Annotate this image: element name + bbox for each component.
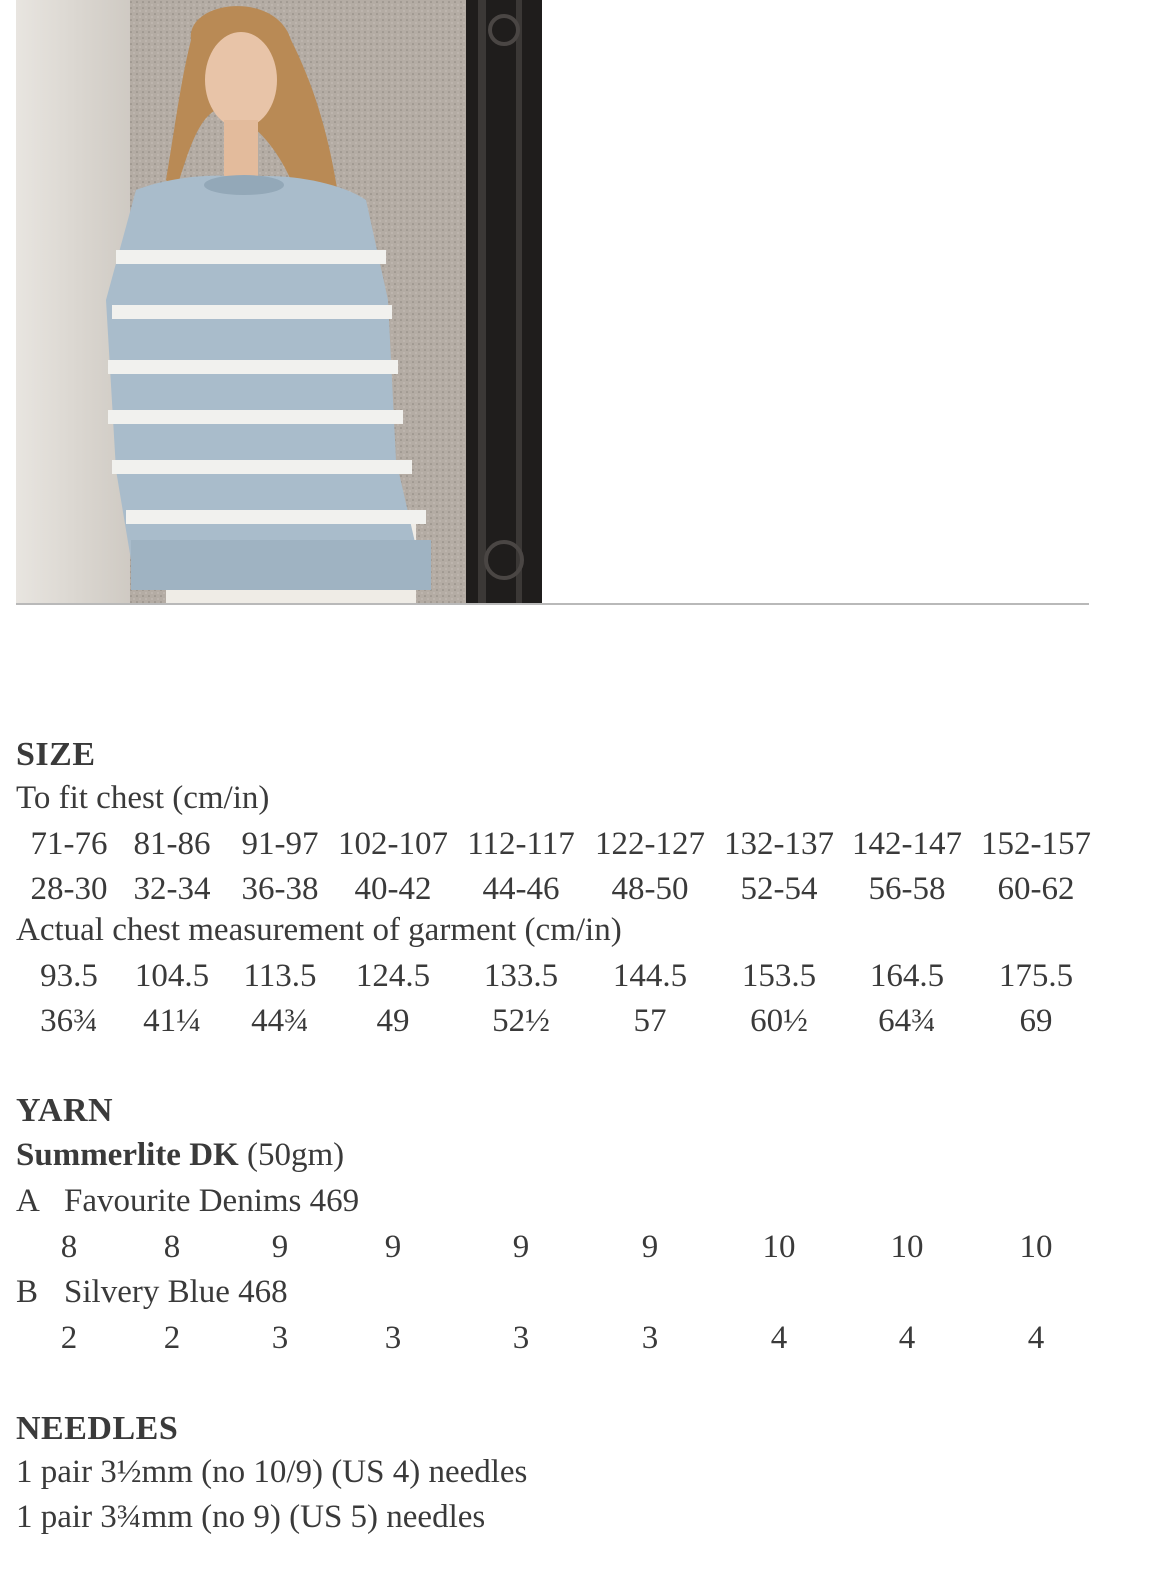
yarn-a-counts-row xyxy=(0,1229,1158,1269)
size-heading: SIZE xyxy=(16,736,96,773)
size-cell: 60½ xyxy=(750,1003,808,1039)
fit-chest-cm-row xyxy=(0,826,1158,866)
size-cell: 112-117 xyxy=(467,826,575,862)
size-cell: 71-76 xyxy=(30,826,108,862)
size-cell: 91-97 xyxy=(241,826,319,862)
size-cell: 113.5 xyxy=(243,958,317,994)
yarn-b-line xyxy=(16,1274,288,1311)
yarn-count-cell: 4 xyxy=(1027,1320,1045,1356)
size-cell: 49 xyxy=(376,1003,410,1039)
needles-line-1: 1 pair 3½mm (no 10/9) (US 4) needles xyxy=(16,1454,528,1490)
yarn-count-cell: 8 xyxy=(163,1229,181,1265)
model-photo xyxy=(16,0,542,604)
yarn-name: Summerlite DK xyxy=(16,1137,239,1173)
size-cell: 142-147 xyxy=(852,826,962,862)
yarn-count-cell: 10 xyxy=(890,1229,924,1265)
yarn-count-cell: 4 xyxy=(898,1320,916,1356)
needles-line-2: 1 pair 3¾mm (no 9) (US 5) needles xyxy=(16,1499,486,1535)
yarn-count-cell: 3 xyxy=(384,1320,402,1356)
size-cell: 69 xyxy=(1019,1003,1053,1039)
actual-chest-in-row xyxy=(0,1003,1158,1043)
size-cell: 164.5 xyxy=(869,958,945,994)
yarn-a-line xyxy=(16,1183,359,1220)
size-cell: 40-42 xyxy=(354,871,432,907)
yarn-count-cell: 10 xyxy=(762,1229,796,1265)
size-cell: 64¾ xyxy=(878,1003,936,1039)
yarn-b-shade: Silvery Blue 468 xyxy=(64,1274,288,1310)
size-cell: 81-86 xyxy=(133,826,211,862)
size-cell: 57 xyxy=(633,1003,667,1039)
yarn-b-counts-row xyxy=(0,1320,1158,1360)
size-cell: 124.5 xyxy=(355,958,431,994)
yarn-count-cell: 10 xyxy=(1019,1229,1053,1265)
model-photo-illustration xyxy=(16,0,542,604)
yarn-count-cell: 3 xyxy=(512,1320,530,1356)
size-cell: 152-157 xyxy=(981,826,1091,862)
needles-heading: NEEDLES xyxy=(16,1410,179,1447)
size-cell: 153.5 xyxy=(741,958,817,994)
size-cell: 60-62 xyxy=(997,871,1075,907)
size-cell: 133.5 xyxy=(483,958,559,994)
fit-chest-label: To fit chest (cm/in) xyxy=(16,780,270,816)
yarn-name-line xyxy=(16,1137,344,1174)
yarn-count-cell: 2 xyxy=(163,1320,181,1356)
yarn-count-cell: 3 xyxy=(271,1320,289,1356)
size-cell: 48-50 xyxy=(611,871,689,907)
yarn-count-cell: 2 xyxy=(60,1320,78,1356)
size-cell: 144.5 xyxy=(612,958,688,994)
size-cell: 41¼ xyxy=(143,1003,201,1039)
actual-chest-cm-row xyxy=(0,958,1158,998)
photo-divider xyxy=(16,603,1089,605)
size-cell: 56-58 xyxy=(868,871,946,907)
yarn-b-letter: B xyxy=(16,1274,39,1310)
actual-chest-label: Actual chest measurement of garment (cm/in) xyxy=(16,912,622,948)
yarn-weight: (50gm) xyxy=(246,1137,345,1173)
size-cell: 36¾ xyxy=(40,1003,98,1039)
size-cell: 44¾ xyxy=(251,1003,309,1039)
yarn-count-cell: 3 xyxy=(641,1320,659,1356)
size-cell: 44-46 xyxy=(482,871,560,907)
size-cell: 122-127 xyxy=(595,826,705,862)
size-cell: 32-34 xyxy=(133,871,211,907)
fit-chest-in-row xyxy=(0,871,1158,911)
size-cell: 175.5 xyxy=(998,958,1074,994)
size-cell: 132-137 xyxy=(724,826,834,862)
yarn-count-cell: 9 xyxy=(384,1229,402,1265)
yarn-a-letter: A xyxy=(16,1183,40,1219)
yarn-count-cell: 4 xyxy=(770,1320,788,1356)
yarn-count-cell: 9 xyxy=(641,1229,659,1265)
size-cell: 52½ xyxy=(492,1003,550,1039)
size-cell: 102-107 xyxy=(338,826,448,862)
yarn-heading: YARN xyxy=(16,1092,114,1129)
size-cell: 93.5 xyxy=(40,958,98,994)
size-cell: 52-54 xyxy=(740,871,818,907)
yarn-count-cell: 9 xyxy=(271,1229,289,1265)
size-cell: 28-30 xyxy=(30,871,108,907)
yarn-count-cell: 8 xyxy=(60,1229,78,1265)
size-cell: 104.5 xyxy=(134,958,210,994)
size-cell: 36-38 xyxy=(241,871,319,907)
yarn-a-shade: Favourite Denims 469 xyxy=(64,1183,360,1219)
yarn-count-cell: 9 xyxy=(512,1229,530,1265)
